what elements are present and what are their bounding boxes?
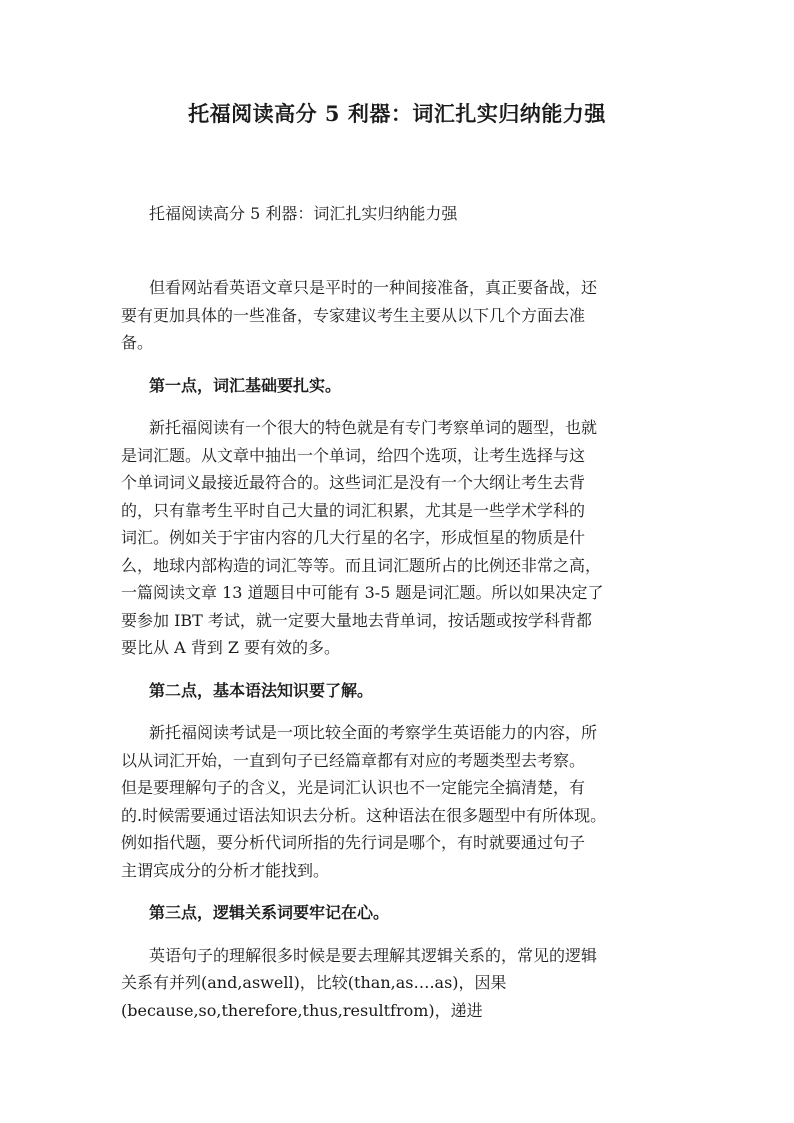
section-heading-grammar: 第二点，基本语法知识要了解。 bbox=[149, 680, 374, 700]
text-line: 要参加 IBT 考试，就一定要大量地去背单词，按话题或按学科背都 bbox=[121, 610, 592, 630]
section-paragraph-logic-words bbox=[121, 942, 671, 1025]
text-line: 么，地球内部构造的词汇等等。而且词汇题所占的比例还非常之高， bbox=[121, 555, 602, 575]
text-line: 要有更加具体的一些准备，专家建议考生主要从以下几个方面去准 bbox=[121, 305, 586, 325]
text-line: 主谓宾成分的分析才能找到。 bbox=[121, 860, 330, 880]
text-line: 词汇。例如关于宇宙内容的几大行星的名字，形成恒星的物质是什 bbox=[121, 528, 586, 547]
document-body bbox=[121, 274, 671, 1039]
document-subtitle: 托福阅读高分 5 利器：词汇扎实归纳能力强 bbox=[149, 204, 458, 223]
text-line: 个单词词义最接近最符合的。这些词汇是没有一个大纲让考生去背 bbox=[121, 473, 586, 492]
document-title: 托福阅读高分 5 利器：词汇扎实归纳能力强 bbox=[188, 101, 606, 126]
section-paragraph-grammar bbox=[121, 719, 671, 884]
section-heading-vocabulary: 第一点，词汇基础要扎实。 bbox=[149, 375, 342, 395]
text-line: 以从词汇开始，一直到句子已经篇章都有对应的考题类型去考察。 bbox=[121, 750, 586, 770]
text-line: 新托福阅读考试是一项比较全面的考察学生英语能力的内容，所 bbox=[149, 723, 598, 742]
text-line: 一篇阅读文章 13 道题目中可能有 3-5 题是词汇题。所以如果决定了 bbox=[121, 583, 604, 602]
text-line: 关系有并列(and,aswell)，比较(than,as….as)，因果 bbox=[121, 973, 507, 992]
text-line: 英语句子的理解很多时候是要去理解其逻辑关系的，常见的逻辑 bbox=[149, 945, 598, 965]
text-line: 的.时候需要通过语法知识去分析。这种语法在很多题型中有所体现。 bbox=[121, 805, 607, 825]
text-line: (because,so,therefore,thus,resultfrom)，递进 bbox=[121, 1000, 483, 1020]
text-line: 例如指代题，要分析代词所指的先行词是哪个，有时就要通过句子 bbox=[121, 833, 586, 852]
text-line: 备。 bbox=[121, 333, 154, 352]
text-line: 要比从 A 背到 Z 要有效的多。 bbox=[121, 638, 341, 657]
text-line: 是词汇题。从文章中抽出一个单词，给四个选项，让考生选择与这 bbox=[121, 445, 586, 465]
section-paragraph-vocabulary bbox=[121, 414, 671, 662]
text-line: 但看网站看英语文章只是平时的一种间接准备，真正要备战，还 bbox=[149, 278, 598, 297]
text-line: 新托福阅读有一个很大的特色就是有专门考察单词的题型，也就 bbox=[149, 418, 598, 437]
intro-paragraph bbox=[121, 274, 671, 357]
section-heading-logic-words: 第三点，逻辑关系词要牢记在心。 bbox=[149, 903, 390, 922]
text-line: 的，只有靠考生平时自己大量的词汇积累，尤其是一些学术学科的 bbox=[121, 500, 586, 520]
text-line: 但是要理解句子的含义，光是词汇认识也不一定能完全搞清楚，有 bbox=[121, 778, 586, 797]
